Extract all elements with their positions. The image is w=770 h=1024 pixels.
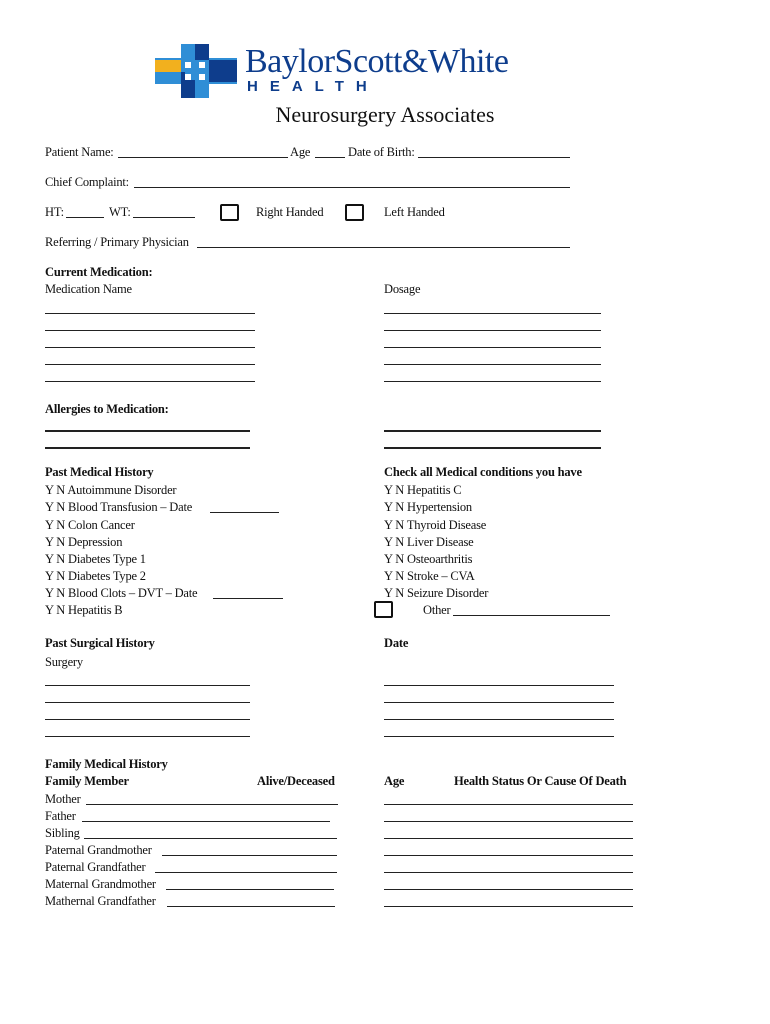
past-medical-item[interactable]: Y N Hepatitis B	[45, 603, 123, 617]
health-status-field[interactable]	[384, 804, 633, 805]
other-condition-checkbox[interactable]	[374, 601, 393, 618]
family-member-field[interactable]	[167, 906, 335, 907]
surgery-date-field[interactable]	[384, 685, 614, 686]
chief-complaint-field[interactable]	[134, 187, 570, 188]
referring-physician-label: Referring / Primary Physician	[45, 235, 189, 249]
past-medical-item[interactable]: Y N Diabetes Type 1	[45, 552, 146, 566]
condition-item[interactable]: Y N Hypertension	[384, 500, 472, 514]
medication-name-field[interactable]	[45, 364, 255, 365]
past-medical-heading: Past Medical History	[45, 465, 154, 479]
past-medical-item[interactable]: Y N Autoimmune Disorder	[45, 483, 177, 497]
patient-name-field[interactable]	[118, 157, 288, 158]
patient-name-label: Patient Name:	[45, 145, 114, 159]
family-member-label: Paternal Grandfather	[45, 860, 146, 874]
dob-field[interactable]	[418, 157, 570, 158]
family-member-label: Maternal Grandmother	[45, 877, 156, 891]
page-title: Neurosurgery Associates	[275, 102, 495, 127]
dosage-field[interactable]	[384, 347, 601, 348]
family-member-field[interactable]	[155, 872, 337, 873]
health-status-field[interactable]	[384, 821, 633, 822]
other-condition-label: Other	[423, 603, 451, 617]
condition-item[interactable]: Y N Liver Disease	[384, 535, 474, 549]
dosage-field[interactable]	[384, 364, 601, 365]
dosage-field[interactable]	[384, 313, 601, 314]
medication-name-field[interactable]	[45, 313, 255, 314]
surgery-field[interactable]	[45, 702, 250, 703]
brand-subtitle: HEALTH	[247, 78, 379, 95]
health-status-field[interactable]	[384, 889, 633, 890]
right-handed-label: Right Handed	[256, 205, 324, 219]
family-member-field[interactable]	[166, 889, 334, 890]
family-member-field[interactable]	[82, 821, 330, 822]
allergy-field[interactable]	[45, 447, 250, 449]
height-field[interactable]	[66, 217, 104, 218]
chief-complaint-label: Chief Complaint:	[45, 175, 129, 189]
dob-label: Date of Birth:	[348, 145, 415, 159]
surgical-date-heading: Date	[384, 636, 409, 650]
dosage-column: Dosage	[384, 282, 421, 296]
condition-item[interactable]: Y N Osteoarthritis	[384, 552, 473, 566]
surgery-field[interactable]	[45, 719, 250, 720]
health-status-field[interactable]	[384, 872, 633, 873]
family-member-field[interactable]	[162, 855, 337, 856]
health-status-field[interactable]	[384, 838, 633, 839]
referring-physician-field[interactable]	[197, 247, 570, 248]
height-label: HT:	[45, 205, 64, 219]
allergy-field[interactable]	[384, 447, 601, 449]
family-member-column: Family Member	[45, 774, 129, 788]
dosage-field[interactable]	[384, 381, 601, 382]
family-member-label: Paternal Grandmother	[45, 843, 152, 857]
past-medical-item[interactable]: Y N Blood Transfusion – Date	[45, 500, 193, 514]
surgery-date-field[interactable]	[384, 736, 614, 737]
allergy-field[interactable]	[45, 430, 250, 432]
family-member-field[interactable]	[84, 838, 337, 839]
health-status-field[interactable]	[384, 855, 633, 856]
past-medical-item[interactable]: Y N Depression	[45, 535, 123, 549]
blood-clots-date-field[interactable]	[213, 598, 283, 599]
family-member-label: Mother	[45, 792, 81, 806]
family-heading: Family Medical History	[45, 757, 168, 771]
surgery-date-field[interactable]	[384, 702, 614, 703]
past-medical-item[interactable]: Y N Diabetes Type 2	[45, 569, 146, 583]
family-member-label: Mathernal Grandfather	[45, 894, 156, 908]
surgery-field[interactable]	[45, 736, 250, 737]
condition-item[interactable]: Y N Seizure Disorder	[384, 586, 489, 600]
family-member-field[interactable]	[86, 804, 338, 805]
age-label: Age	[290, 145, 311, 159]
allergy-field[interactable]	[384, 430, 601, 432]
left-handed-label: Left Handed	[384, 205, 445, 219]
health-status-column: Health Status Or Cause Of Death	[454, 774, 627, 788]
medication-name-column: Medication Name	[45, 282, 132, 296]
alive-deceased-column: Alive/Deceased	[257, 774, 335, 788]
surgery-date-field[interactable]	[384, 719, 614, 720]
transfusion-date-field[interactable]	[210, 512, 279, 513]
condition-item[interactable]: Y N Thyroid Disease	[384, 518, 487, 532]
condition-item[interactable]: Y N Hepatitis C	[384, 483, 462, 497]
past-medical-item[interactable]: Y N Colon Cancer	[45, 518, 135, 532]
weight-field[interactable]	[133, 217, 195, 218]
brand-name: BaylorScott&White	[245, 43, 509, 80]
conditions-heading: Check all Medical conditions you have	[384, 465, 582, 479]
surgical-heading: Past Surgical History	[45, 636, 155, 650]
medication-name-field[interactable]	[45, 330, 255, 331]
medication-heading: Current Medication:	[45, 265, 153, 279]
right-handed-checkbox[interactable]	[220, 204, 239, 221]
dosage-field[interactable]	[384, 330, 601, 331]
family-member-label: Father	[45, 809, 76, 823]
medication-name-field[interactable]	[45, 347, 255, 348]
weight-label: WT:	[109, 205, 131, 219]
baylor-logo-icon	[155, 44, 237, 98]
age-field[interactable]	[315, 157, 345, 158]
family-member-label: Sibling	[45, 826, 80, 840]
allergies-heading: Allergies to Medication:	[45, 402, 169, 416]
health-status-field[interactable]	[384, 906, 633, 907]
other-condition-field[interactable]	[453, 615, 610, 616]
medication-name-field[interactable]	[45, 381, 255, 382]
surgery-column: Surgery	[45, 655, 83, 669]
condition-item[interactable]: Y N Stroke – CVA	[384, 569, 475, 583]
surgery-field[interactable]	[45, 685, 250, 686]
past-medical-item[interactable]: Y N Blood Clots – DVT – Date	[45, 586, 198, 600]
left-handed-checkbox[interactable]	[345, 204, 364, 221]
age-column: Age	[384, 774, 405, 788]
